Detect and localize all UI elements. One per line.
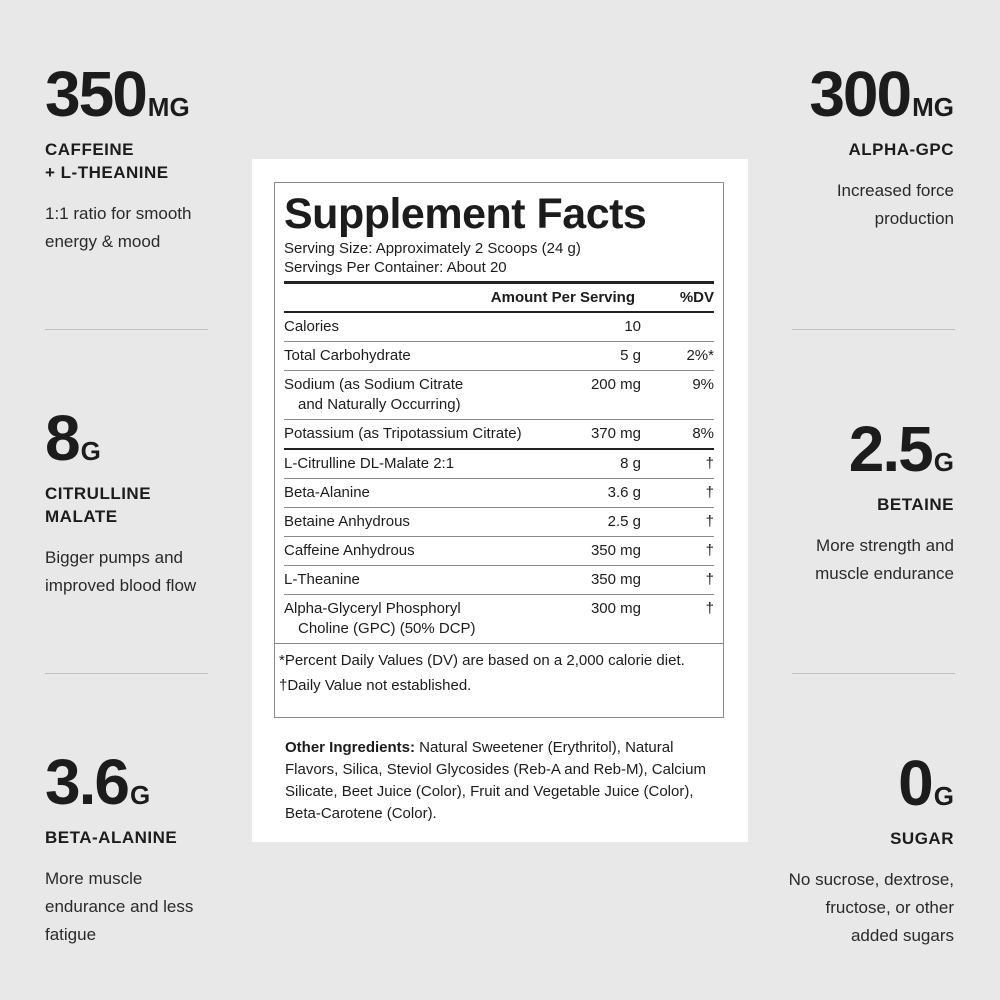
facts-row <box>284 371 714 420</box>
stat-desc-line: Bigger pumps and <box>45 548 183 567</box>
divider <box>792 329 955 330</box>
row-name <box>284 599 561 639</box>
row-name: L-Theanine <box>284 571 360 588</box>
stat-unit: G <box>933 447 954 477</box>
row-dv: † <box>705 513 714 530</box>
row-dv: 8% <box>692 425 714 442</box>
stat-label-line: + L-THEANINE <box>45 163 169 182</box>
row-name: Calories <box>284 318 340 335</box>
stat-label-line: CAFFEINE <box>45 140 134 159</box>
facts-row <box>284 450 714 479</box>
stat-unit: MG <box>147 92 190 122</box>
footnote-dv: *Percent Daily Values (DV) are based on a 2,000 calorie diet. <box>279 652 685 669</box>
other-ingredients-label: Other Ingredients: <box>285 739 416 756</box>
row-name: L-Citrulline DL-Malate 2:1 <box>284 455 455 472</box>
stat-label-line: CITRULLINE <box>45 484 152 503</box>
row-name-line: Alpha-Glyceryl Phosphoryl <box>284 600 461 617</box>
supplement-facts-table <box>274 182 724 718</box>
stat-label-line: MALATE <box>45 507 118 526</box>
divider <box>45 329 208 330</box>
stat-number: 0 <box>898 747 932 819</box>
row-name: Caffeine Anhydrous <box>284 542 415 559</box>
stat-label-line: BETAINE <box>877 495 954 514</box>
stat-desc-line: More muscle <box>45 869 143 888</box>
stat-unit: MG <box>912 92 954 122</box>
facts-row <box>284 595 714 643</box>
stat-unit: G <box>933 781 954 811</box>
facts-row <box>284 479 714 508</box>
stat-number: 300 <box>809 58 911 130</box>
row-dv: 9% <box>692 376 714 393</box>
row-amount: 8 g <box>620 455 641 472</box>
servings-per-container: Servings Per Container: About 20 <box>284 259 507 276</box>
other-ingredients <box>285 737 725 825</box>
row-name: Betaine Anhydrous <box>284 513 410 530</box>
header-dv: %DV <box>679 289 714 306</box>
stat-unit: G <box>129 780 151 810</box>
facts-header <box>284 284 714 311</box>
row-dv: † <box>705 600 714 617</box>
row-dv: 2%* <box>686 347 714 364</box>
divider <box>792 673 955 674</box>
stat-desc-line: 1:1 ratio for smooth <box>45 204 192 223</box>
row-name <box>284 375 561 415</box>
stat-number: 3.6 <box>45 746 128 818</box>
row-amount: 350 mg <box>590 542 641 559</box>
stat-number: 350 <box>45 58 146 130</box>
other-ingredients-text: Natural Sweetener (Erythritol), Natural Flavors, Silica, Steviol Glycosides (Reb-A and Reb-M), Calcium Silicate, Beet Juice (Color), Fruit and Vegetable Juice (Color), Beta-Carotene (Color). <box>285 739 706 822</box>
stat-label-line: ALPHA-GPC <box>848 140 954 159</box>
stat-label-line: SUGAR <box>890 829 954 848</box>
row-amount: 3.6 g <box>607 484 641 501</box>
facts-footnotes <box>275 643 723 698</box>
row-dv <box>647 317 714 337</box>
row-amount: 2.5 g <box>607 513 641 530</box>
facts-row <box>284 420 714 450</box>
stat-number: 2.5 <box>848 413 932 485</box>
row-dv: † <box>705 542 714 559</box>
row-amount: 5 g <box>620 347 641 364</box>
stat-description <box>45 865 345 949</box>
stat-desc-line: added sugars <box>850 926 954 945</box>
row-name-line: Sodium (as Sodium Citrate <box>284 376 464 393</box>
facts-row <box>284 508 714 537</box>
row-name-line: and Naturally Occurring) <box>298 396 461 413</box>
stat-desc-line: fatigue <box>45 925 97 944</box>
row-name: Total Carbohydrate <box>284 347 411 364</box>
stat-label-line: BETA-ALANINE <box>45 828 178 847</box>
row-dv: † <box>705 571 714 588</box>
stat-desc-line: endurance and less <box>45 897 194 916</box>
row-amount: 10 <box>624 318 641 335</box>
supplement-panel <box>252 159 748 842</box>
row-name: Potassium (as Tripotassium Citrate) <box>284 425 522 442</box>
serving-size: Serving Size: Approximately 2 Scoops (24 g) <box>284 240 581 257</box>
row-amount: 200 mg <box>590 376 641 393</box>
stat-desc-line: No sucrose, dextrose, <box>788 870 954 889</box>
stat-value <box>654 58 954 130</box>
facts-row <box>284 537 714 566</box>
row-amount: 370 mg <box>590 425 641 442</box>
stat-desc-line: More strength and <box>816 536 954 555</box>
stat-label <box>654 138 954 161</box>
row-dv: † <box>705 455 714 472</box>
row-dv: † <box>705 484 714 501</box>
stat-desc-line: muscle endurance <box>815 564 954 583</box>
footnote-dagger: †Daily Value not established. <box>279 677 472 694</box>
stat-desc-line: energy & mood <box>45 232 161 251</box>
facts-row <box>284 313 714 342</box>
row-name: Beta-Alanine <box>284 484 370 501</box>
facts-row <box>284 342 714 371</box>
row-amount: 300 mg <box>590 600 641 617</box>
stat-unit: G <box>80 436 101 466</box>
stat-desc-line: production <box>874 209 954 228</box>
row-name-line: Choline (GPC) (50% DCP) <box>298 620 476 637</box>
stat-description <box>654 866 954 950</box>
stat-number: 8 <box>45 402 79 474</box>
row-amount: 350 mg <box>590 571 641 588</box>
header-amount: Amount Per Serving <box>490 289 635 306</box>
facts-title: Supplement Facts <box>284 190 647 238</box>
divider <box>45 673 208 674</box>
stat-value <box>45 58 345 130</box>
facts-row <box>284 566 714 595</box>
stat-desc-line: Increased force <box>836 181 954 200</box>
stat-desc-line: fructose, or other <box>825 898 954 917</box>
stat-desc-line: improved blood flow <box>45 576 197 595</box>
